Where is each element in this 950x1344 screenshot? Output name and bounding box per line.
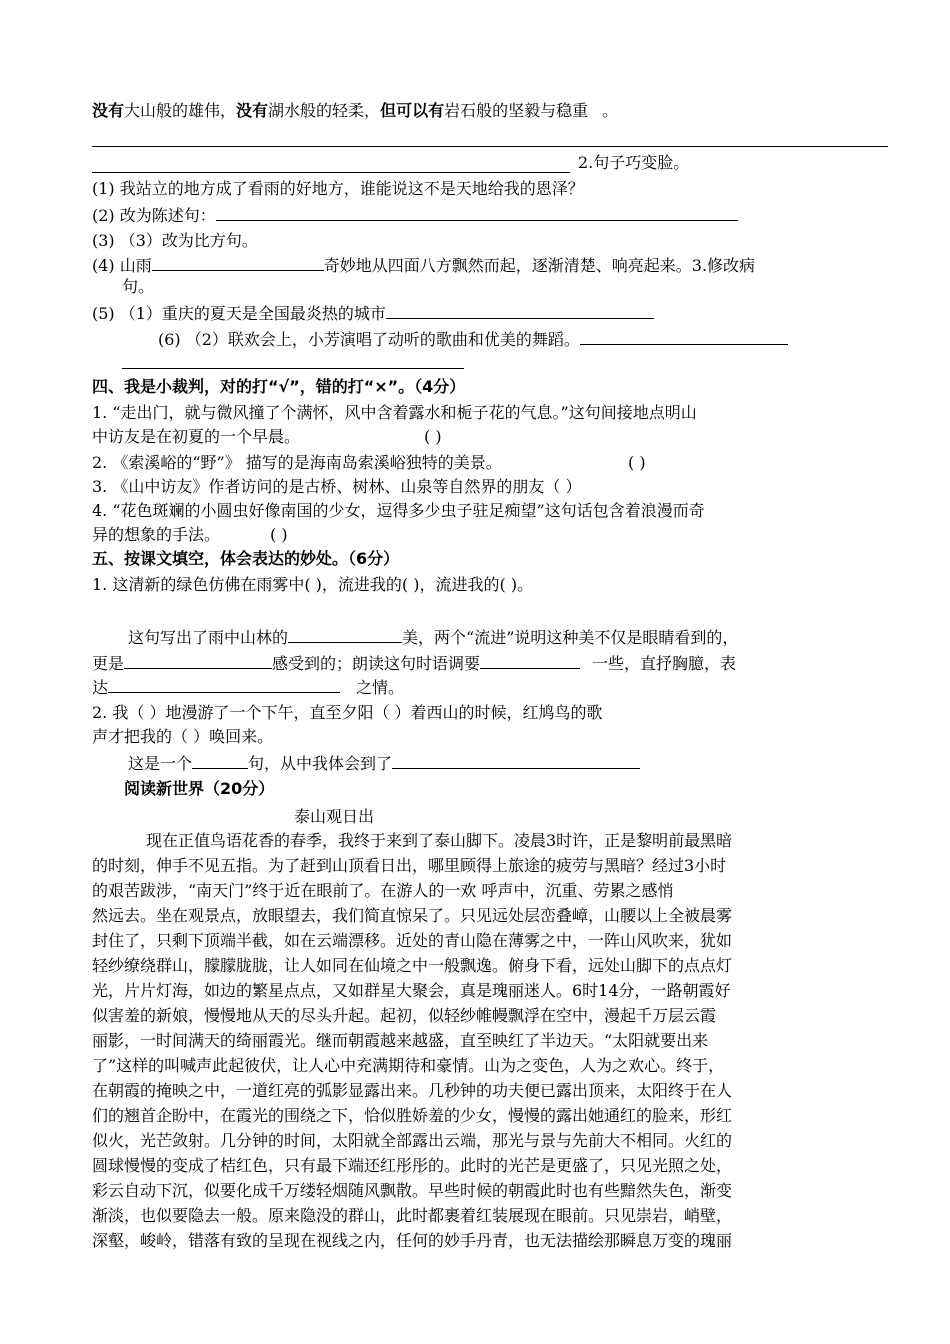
item-5 (92, 302, 654, 325)
item-4 (92, 254, 755, 277)
s4-q4-line1: 4. “花色斑斓的小圆虫好像南国的少女，逗得多少虫子驻足痴望”这句话包含着浪漫而奇 (92, 501, 705, 520)
s5-line-5: 2. 我（ ）地漫游了一个下午，直至夕阳（ ）着西山的时候，红鸠鸟的歌 (92, 703, 603, 722)
reading-line-12: 们的翘首企盼中，在霞光的围绕之下，恰似胜娇羞的少女，慢慢的露出她通红的脸来，形红 (92, 1106, 733, 1125)
reading-heading: 阅读新世界（20分） (124, 779, 275, 798)
text-hushui: 湖水般的轻柔， (268, 101, 381, 120)
item-6-text: (6) （2）联欢会上，小芳演唱了动听的歌曲和优美的舞蹈。 (158, 330, 580, 349)
reading-line-7: 光，片片灯海，如边的繁星点点，又如群星大聚会，真是瑰丽迷人。6时14分，一路朝霞好 (92, 981, 731, 1000)
s4-q3: 3. 《山中访友》作者访问的是古桥、树林、山泉等自然界的朋友（ ） (92, 477, 582, 496)
item-4-label: (4) 山雨 (92, 256, 152, 275)
item-2-blank[interactable] (216, 204, 738, 221)
item-4-blank[interactable] (152, 254, 324, 271)
s5-blank-feel[interactable] (124, 652, 272, 669)
item-2 (92, 204, 738, 227)
emphasis-meiyou-2: 没有 (236, 101, 269, 120)
s5-line-7 (128, 752, 640, 775)
item-5-blank[interactable] (386, 302, 654, 319)
answer-line-2[interactable] (92, 172, 570, 173)
s5-line-7-a: 这是一个 (128, 754, 193, 773)
reading-line-1: 现在正值鸟语花香的春季，我终于来到了泰山脚下。凌晨3时许，正是黎明前最黑暗 (146, 831, 733, 850)
s5-blank-sentence-type[interactable] (192, 752, 248, 769)
reading-line-6: 轻纱缭绕群山，朦朦胧胧，让人如同在仙境之中一般飘逸。俯身下看，远处山脚下的点点灯 (92, 956, 733, 975)
reading-line-14: 圆球慢慢的变成了桔红色，只有最下端还红彤彤的。此时的光芒是更盛了，只见光照之处， (92, 1156, 733, 1175)
s5-blank-tone[interactable] (480, 652, 580, 669)
s5-line-3-b: 感受到的；朗读这句时语调要 (272, 654, 481, 673)
s4-q2: 2. 《索溪峪的“野”》 描写的是海南岛索溪峪独特的美景。 (92, 453, 502, 472)
reading-line-8: 似害羞的新娘，慢慢地从天的尽头升起。起初，似轻纱帷幔飘浮在空中，漫起千万层云霞 (92, 1006, 717, 1025)
emphasis-keyiyou: 但可以有 (380, 101, 445, 120)
reading-line-13: 似火，光芒敛射。几分钟的时间，太阳就全部露出云端，那光与景与先前大不相同。火红的 (92, 1131, 733, 1150)
reading-line-2: 的时刻，伸手不见五指。为了赶到山顶看日出，哪里顾得上旅途的疲劳与黑暗？经过3小时 (92, 856, 727, 875)
s5-line-3-c: 一些，直抒胸臆，表 (592, 654, 737, 673)
reading-line-11: 在朝霞的掩映之中，一道红亮的弧影显露出来。几秒钟的功夫便已露出顶来，太阳终于在人 (92, 1081, 733, 1100)
item-5-text: (5) （1）重庆的夏天是全国最炎热的城市 (92, 304, 386, 323)
reading-line-3: 的艰苦跋涉，“南天门”终于近在眼前了。在游人的一欢 呼声中，沉重、劳累之感悄 (92, 881, 674, 900)
s4-q4-line2: 异的想象的手法。 (92, 525, 221, 544)
text-period: 。 (602, 101, 619, 120)
item-1: (1) 我站立的地方成了看雨的好地方，谁能说这不是天地给我的恩泽？ (92, 179, 584, 198)
item-3: (3) （3）改为比方句。 (92, 231, 258, 250)
reading-line-17: 深壑，峻岭，错落有致的呈现在视线之内，任何的妙手丹青，也无法描绘那瞬息万变的瑰丽 (92, 1231, 733, 1250)
s5-line-4-a: 达 (92, 678, 109, 697)
item-6-blank[interactable] (580, 328, 788, 345)
section-4-title: 四、我是小裁判，对的打“√”，错的打“×”。（4分） (92, 377, 466, 396)
s4-q4-paren[interactable]: ( ) (270, 525, 288, 544)
s5-line-2-a: 这句写出了雨中山林的 (128, 628, 289, 647)
item-6 (158, 328, 788, 351)
item-4-text: 奇妙地从四面八方飘然而起，逐渐清楚、响亮起来。3.修改病 (323, 256, 756, 275)
s5-line-7-b: 句，从中我体会到了 (248, 754, 393, 773)
s5-blank-beauty[interactable] (288, 626, 402, 643)
text-yanshi: 岩石般的坚毅与稳重 (444, 101, 589, 120)
s5-blank-emotion[interactable] (108, 676, 340, 693)
s4-q1-line2: 中访友是在初夏的一个早晨。 (92, 427, 301, 446)
s5-line-2 (128, 626, 738, 649)
reading-line-4: 然远去。坐在观景点，放眼望去，我们简直惊呆了。只见远处层峦叠嶂，山腰以上全被晨雾 (92, 906, 733, 925)
reading-line-10: 了”这样的叫喊声此起彼伏，让人心中充满期待和豪情。山为之变色，人为之欢心。终于， (92, 1056, 725, 1075)
reading-line-9: 丽影，一时间满天的绮丽霞光。继而朝霞越来越盛，直至映红了半边天。“太阳就要出来 (92, 1031, 709, 1050)
s4-q2-paren[interactable]: ( ) (628, 453, 646, 472)
reading-line-5: 封住了，只剩下顶端半截，如在云端漂移。近处的青山隐在薄雾之中，一阵山风吹来，犹如 (92, 931, 733, 950)
reading-line-16: 渐淡，也似要隐去一般。原来隐没的群山，此时都裹着红装展现在眼前。只见崇岩，峭壁， (92, 1206, 733, 1225)
s4-q1-line1: 1. “走出门，就与微风撞了个满怀，风中含着露水和栀子花的气息。”这句间接地点明山 (92, 403, 697, 422)
answer-line-1[interactable] (92, 146, 888, 147)
sentence-change-heading: 2.句子巧变脸。 (578, 153, 690, 172)
s5-line-6: 声才把我的（ ）唤回来。 (92, 727, 274, 746)
s5-line-4-b: 之情。 (356, 678, 405, 697)
s5-line-3-a: 更是 (92, 654, 125, 673)
s5-line-1: 1. 这清新的绿色仿佛在雨雾中( )，流进我的( )，流进我的( )。 (92, 575, 534, 594)
reading-line-15: 彩云自动下沉，似要化成千万缕轻烟随风飘散。早些时候的朝霞此时也有些黯然失色，渐变 (92, 1181, 733, 1200)
s4-q1-paren[interactable]: ( ) (424, 427, 442, 446)
section-5-title: 五、按课文填空，体会表达的妙处。（6分） (92, 549, 400, 568)
s5-line-3 (92, 652, 736, 675)
s5-line-2-b: 美，两个“流进”说明这种美不仅是眼睛看到的， (402, 628, 739, 647)
emphasis-meiyou-1: 没有 (92, 101, 125, 120)
s5-line-4 (92, 676, 404, 699)
text-dashan: 大山般的雄伟， (124, 101, 237, 120)
sentence-line-1 (92, 100, 618, 122)
item-4-cont: 句。 (122, 277, 155, 296)
s5-blank-feeling[interactable] (392, 752, 640, 769)
item-6-answer-line[interactable] (122, 368, 464, 369)
reading-title: 泰山观日出 (294, 807, 375, 826)
item-2-label: (2) 改为陈述句： (92, 206, 216, 225)
